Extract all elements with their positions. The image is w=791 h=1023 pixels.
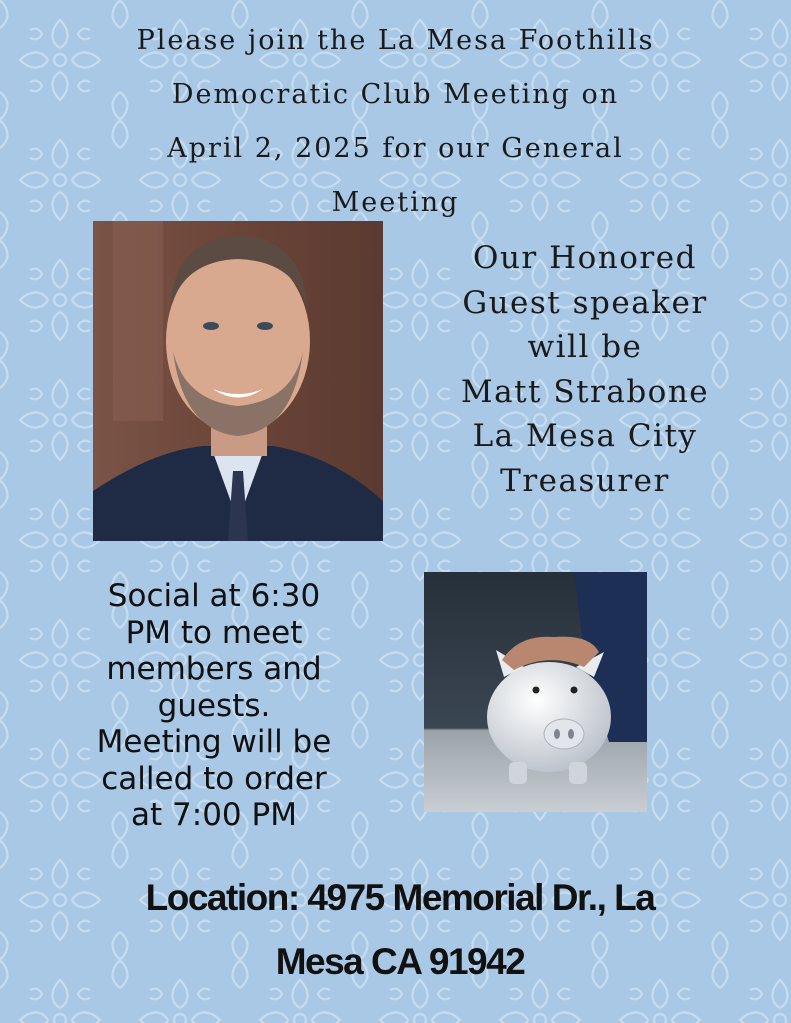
location-line: Mesa CA 91942 [275,941,525,982]
details-line: PM to meet [125,614,303,651]
speaker-name: Matt Strabone [460,373,710,410]
speaker-title: La Mesa City [472,418,698,454]
details-line: at 7:00 PM [131,797,297,833]
location-text [70,866,730,994]
invitation-heading [60,14,731,230]
details-line: Meeting will be [96,724,332,760]
details-line: called to order [101,760,327,797]
speaker-line: will be [527,329,643,365]
heading-line: Please join the La Mesa Foothills [136,25,655,56]
heading-line: April 2, 2025 for our General [167,133,624,164]
meeting-details [64,578,364,834]
speaker-title: Treasurer [500,462,670,499]
details-line: guests. [157,687,271,724]
details-line: members and [106,651,322,687]
piggy-bank-photo [424,572,647,812]
speaker-line: Our Honored [473,240,697,276]
guest-speaker-text [440,236,730,503]
speaker-line: Guest speaker [462,284,708,321]
heading-line: Meeting [331,187,460,218]
location-line: Location: 4975 Memorial Dr., La [145,877,655,918]
details-line: Social at 6:30 [107,578,321,614]
speaker-photo [93,221,383,541]
heading-line: Democratic Club Meeting on [171,79,620,110]
